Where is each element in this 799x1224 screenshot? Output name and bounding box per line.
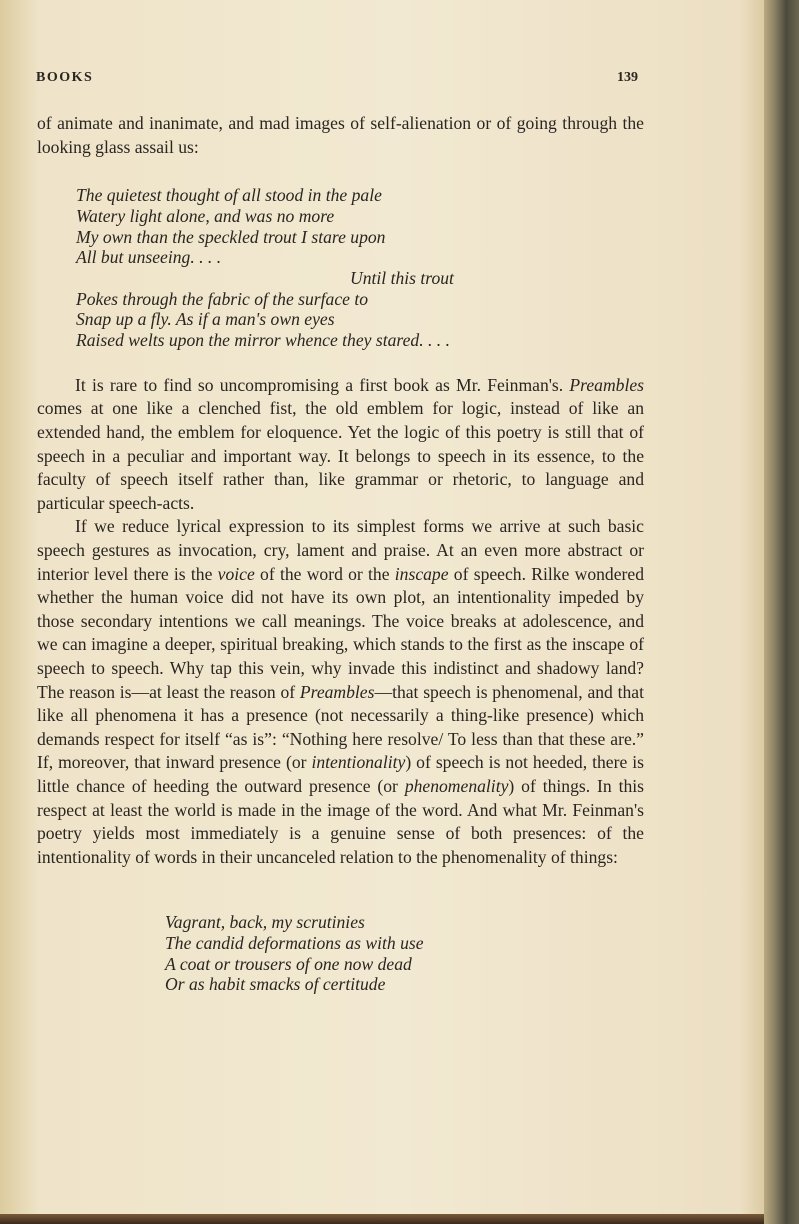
verse-line: My own than the speckled trout I stare upon (76, 226, 386, 247)
book-binding (764, 0, 799, 1224)
paragraph (37, 374, 644, 516)
running-head (36, 70, 638, 86)
verse-line: Watery light alone, and was no more (76, 205, 335, 226)
page-bottom-edge (0, 1214, 764, 1224)
text-run: ) of things. In this respect at least the world is made in the image of the word. And what Mr. Feinman's poetry yields most immediately is a genuine sense of both presences: of the intentionality of words in their uncanceled relation to the phenomenality of things: (37, 775, 644, 867)
verse-line: Pokes through the fabric of the surface to (76, 288, 369, 309)
text-run: —that speech is phenomenal, and that like all phenomena it has a presence (not necessarily a thing-like presence) which demands respect for itself “as is”: “Nothing here resolve/ To less than that these are.” If, moreover, that inward presence (or (37, 681, 644, 773)
text-run: It is rare to find so uncompromising a first book as Mr. Feinman's. (75, 374, 564, 395)
paragraph (37, 515, 644, 869)
emphasis: intentionality (311, 752, 406, 773)
text-run: ) of speech is not heeded, there is little chance of heeding the outward presence (or (37, 752, 644, 796)
emphasis: inscape (394, 563, 449, 584)
paragraph-continued: of animate and inanimate, and mad images of self-alienation or of going through the looking glass assail us: (37, 113, 644, 157)
book-title: Preambles (299, 681, 375, 702)
verse-line: Or as habit smacks of certitude (165, 974, 386, 995)
verse-line: A coat or trousers of one now dead (165, 953, 412, 974)
page-body (37, 112, 644, 995)
verse-line: The candid deformations as with use (165, 932, 424, 953)
running-title: BOOKS (36, 70, 94, 85)
verse-line: Vagrant, back, my scrutinies (165, 912, 365, 933)
text-run: comes at one like a clenched fist, the old emblem for logic, instead of like an extended hand, the emblem for eloquence. Yet the logic of this poetry is still that of speech in a peculiar and important way. It belongs to speech in its essence, to the faculty of speech itself rather than, like grammar or rhetoric, to language and particular speech-acts. (37, 398, 644, 513)
text-run: of speech. Rilke wondered whether the human voice did not have its own plot, an intentionality impeded by those secondary intentions we call meanings. The voice breaks at adolescence, and we can imagine a deeper, spiritual breaking, which stands to the first as the inscape of speech to speech. Why tap this vein, why invade this indistinct and shadowy land? The reason is—at least the reason of (37, 563, 644, 702)
verse-line: The quietest thought of all stood in the pale (76, 185, 382, 206)
book-title: Preambles (569, 374, 644, 395)
text-run: If we reduce lyrical expression to its simplest forms we arrive at such basic speech gestures as invocation, cry, lament and praise. At an even more abstract or interior level there is the (37, 516, 644, 584)
verse-quote-1 (76, 185, 644, 351)
verse-line: Snap up a fly. As if a man's own eyes (76, 309, 335, 330)
verse-quote-2 (165, 912, 644, 995)
verse-line: All but unseeing. . . . (76, 247, 222, 268)
emphasis: voice (217, 563, 255, 584)
text-run: of the word or the (254, 563, 395, 584)
verse-line: Raised welts upon the mirror whence they stared. . . . (76, 330, 450, 351)
verse-line: Until this trout (350, 268, 454, 288)
emphasis: phenomenality (404, 775, 509, 796)
page-number: 139 (617, 70, 638, 85)
